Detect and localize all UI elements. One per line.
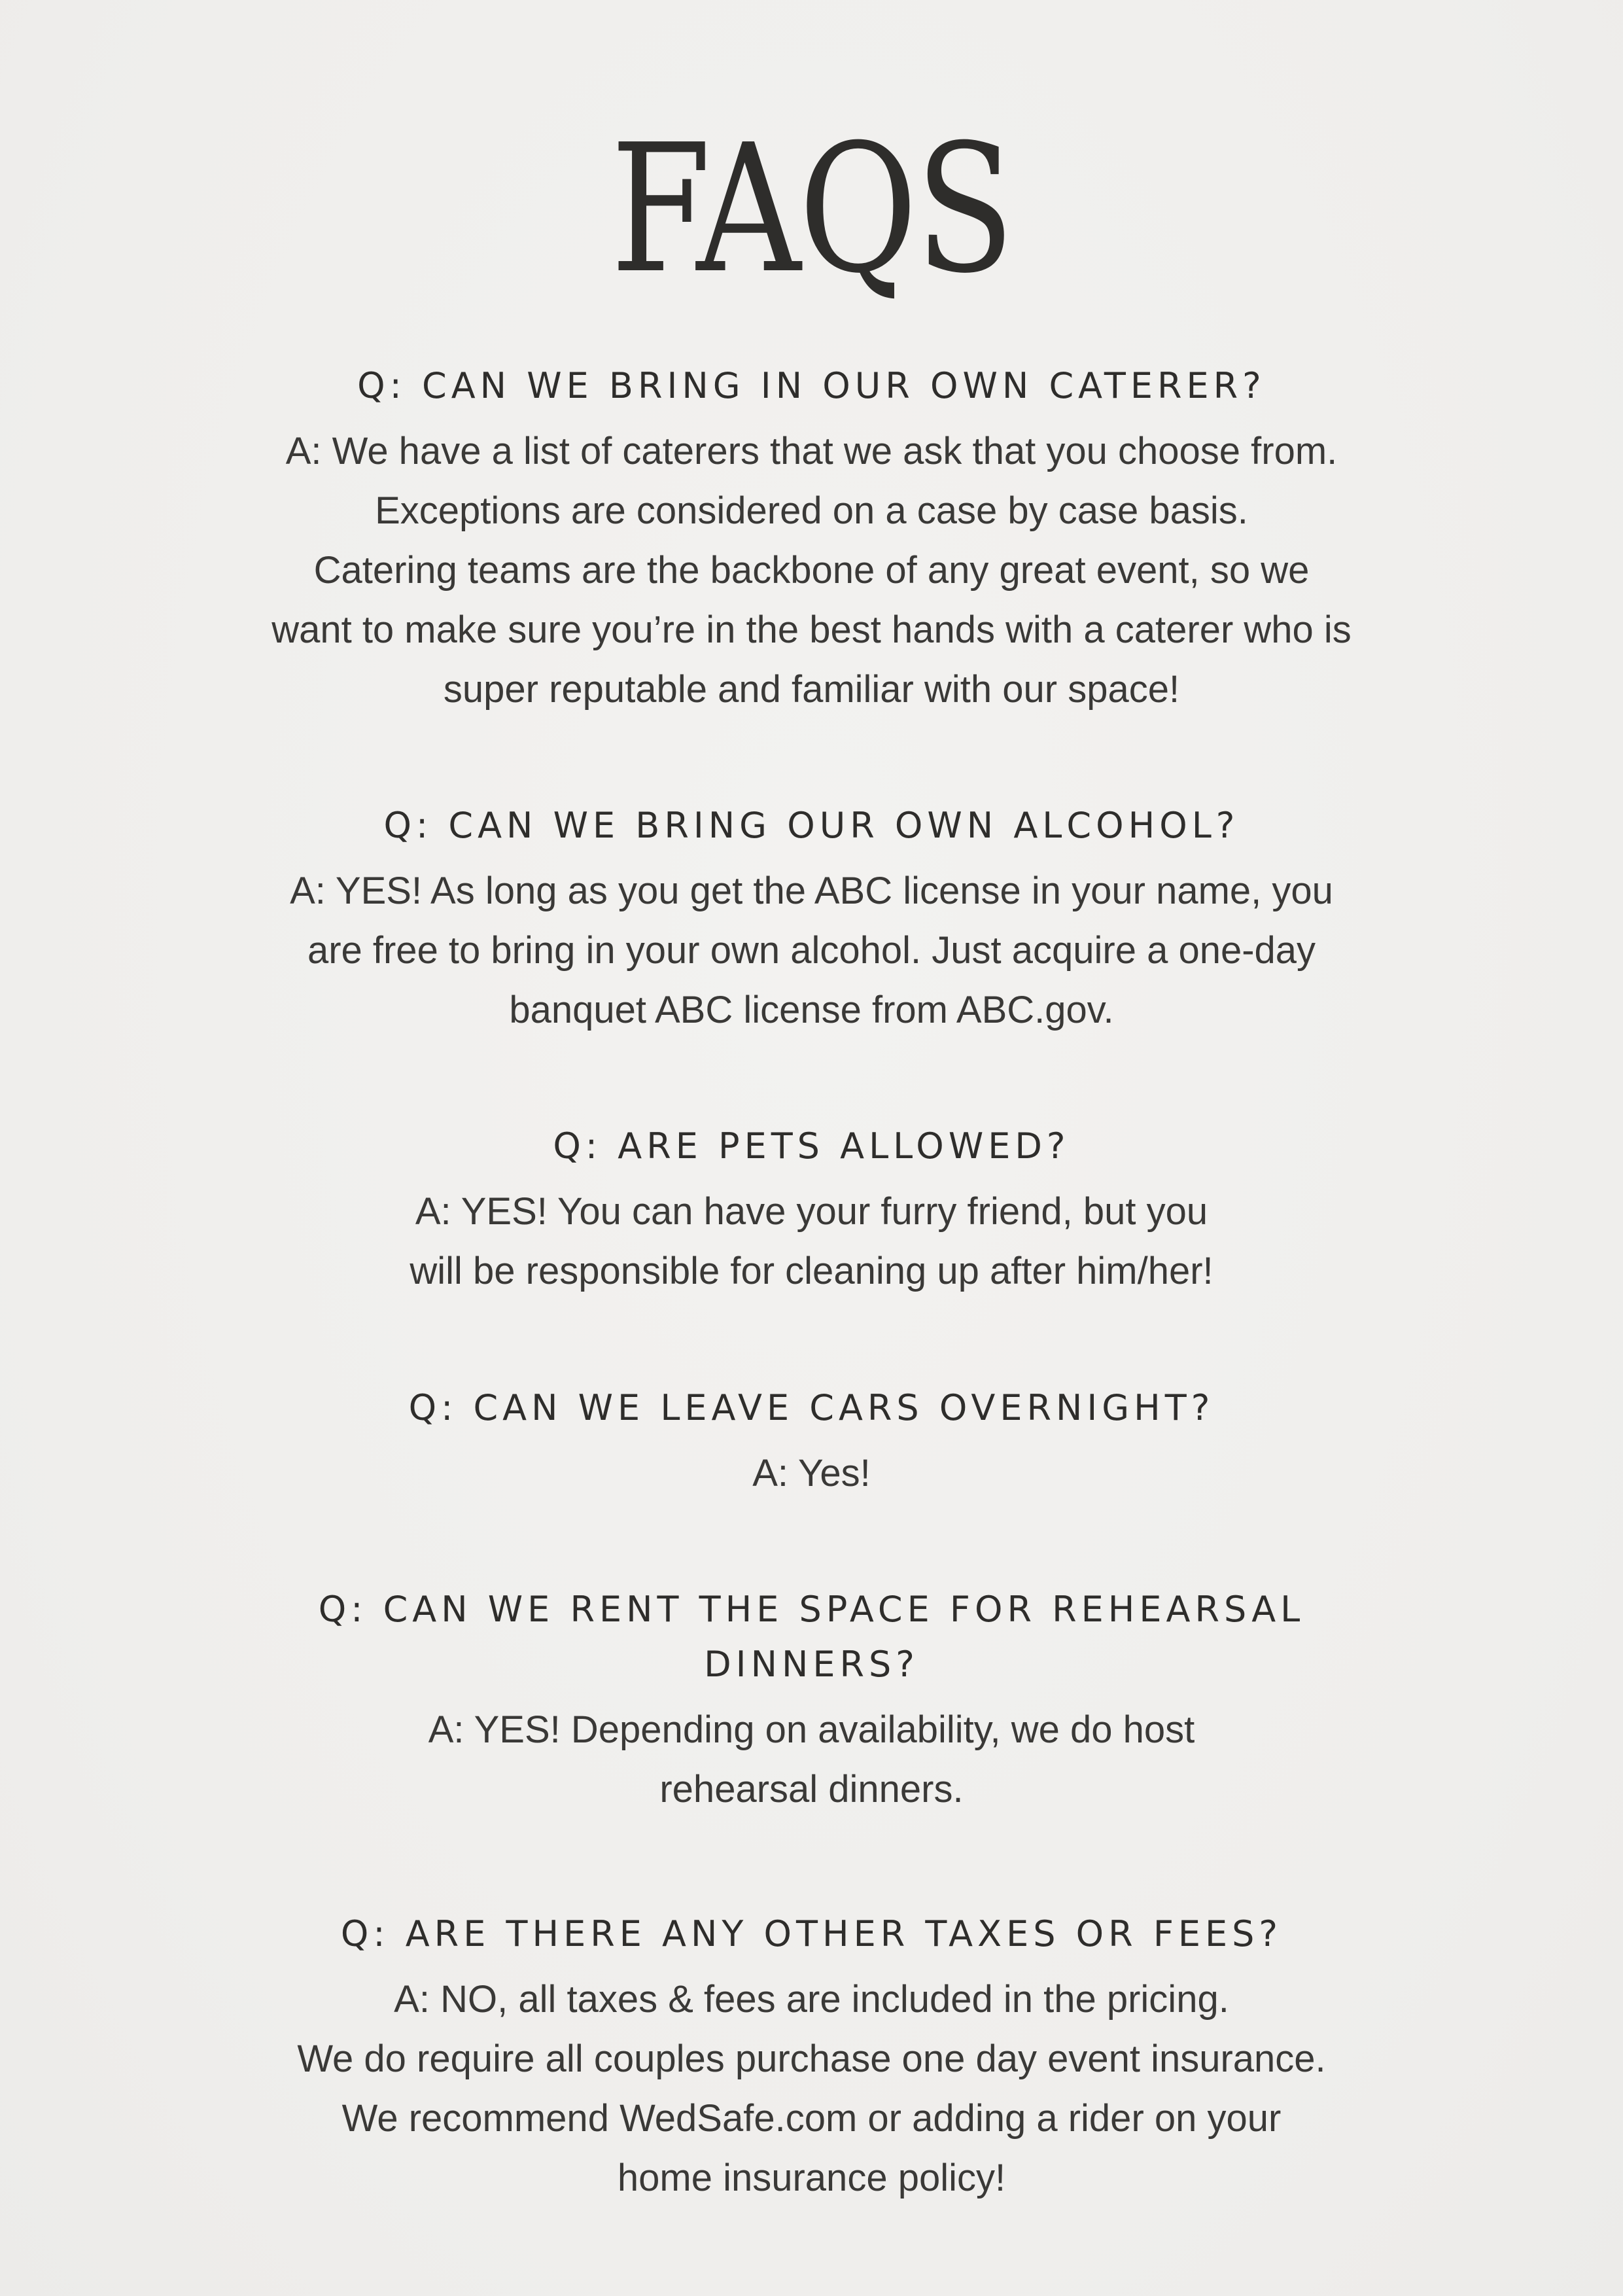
faq-item-pets [196,1119,1427,1301]
faq-answer: A: YES! As long as you get the ABC license in your name, you are free to bring in your own alcohol. Just acquire a one-day banquet ABC license from ABC.gov. [290,870,1333,1031]
faq-item-cars [196,1381,1427,1503]
faq-item-rehearsal [196,1582,1427,1819]
faq-question: Q: ARE PETS ALLOWED? [553,1125,1070,1167]
faq-answer: A: We have a list of caterers that we ask that you choose from. Exceptions are considered on a case by case basis. Catering teams are the backbone of any great event, so we want to make sure you’re in the best hands with a caterer who is super reputable and familiar with our space! [271,430,1352,711]
faq-item-fees [196,1907,1427,2208]
faq-question: Q: CAN WE BRING OUR OWN ALCOHOL? [383,805,1240,846]
faq-answer: A: NO, all taxes & fees are included in the pricing. We do require all couples purchase one day event insurance. We recommend WedSafe.com or adding a rider on your home insurance policy! [297,1978,1326,2199]
page-title: FAQS [610,106,1013,312]
faq-answer: A: Yes! [752,1452,871,1494]
faq-item-caterer [196,359,1427,719]
faq-question: Q: CAN WE RENT THE SPACE FOR REHEARSAL DINNERS? [318,1589,1305,1685]
faq-item-alcohol [196,798,1427,1040]
faq-question: Q: CAN WE LEAVE CARS OVERNIGHT? [408,1387,1215,1428]
faq-question: Q: CAN WE BRING IN OUR OWN CATERER? [357,365,1266,406]
faq-answer: A: YES! You can have your furry friend, but you will be responsible for cleaning up after him/her! [410,1190,1213,1292]
faq-answer: A: YES! Depending on availability, we do host rehearsal dinners. [428,1708,1195,1810]
faq-question: Q: ARE THERE ANY OTHER TAXES OR FEES? [340,1913,1283,1954]
